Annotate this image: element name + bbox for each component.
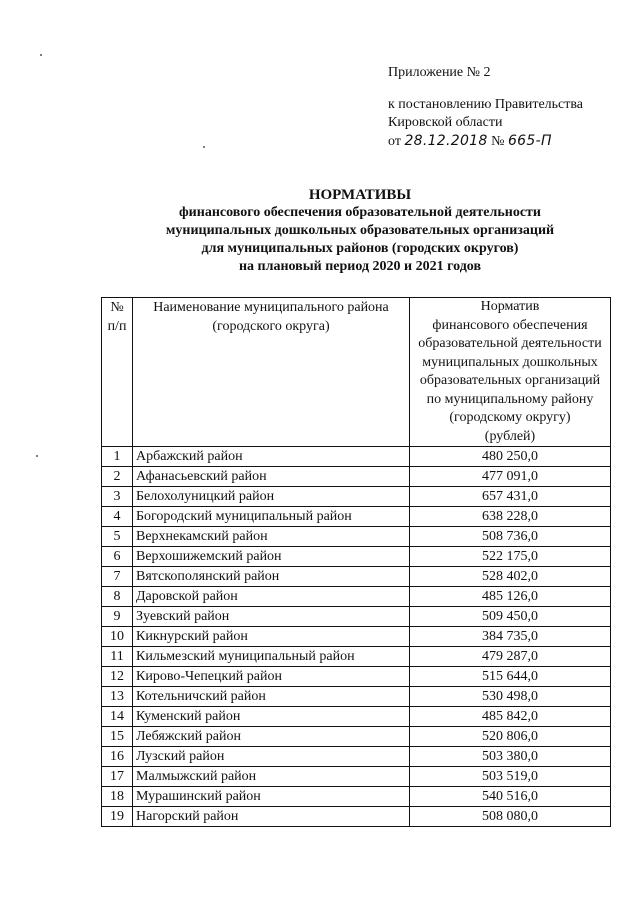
table-row bbox=[102, 767, 611, 787]
row-district-name: Богородский муниципальный район bbox=[133, 507, 410, 527]
header-value-line: финансового обеспечения bbox=[432, 317, 588, 333]
row-number: 13 bbox=[102, 687, 133, 707]
header-value-line: образовательной деятельности bbox=[418, 336, 602, 351]
table-row bbox=[102, 667, 611, 687]
row-district-name: Вятскополянский район bbox=[133, 567, 410, 587]
row-number: 16 bbox=[102, 747, 133, 767]
header-value-line: Норматив bbox=[480, 299, 540, 314]
table-row bbox=[102, 727, 611, 747]
row-district-name: Белохолуницкий район bbox=[133, 487, 410, 507]
appendix-block bbox=[388, 64, 628, 151]
row-number: 7 bbox=[102, 567, 133, 587]
header-value-line: муниципальных дошкольных bbox=[422, 354, 598, 370]
scan-speck bbox=[36, 455, 38, 457]
row-norm-value: 530 498,0 bbox=[410, 687, 611, 707]
title-line: финансового обеспечения образовательной деятельности bbox=[179, 205, 541, 220]
row-norm-value: 503 380,0 bbox=[410, 747, 611, 767]
handwritten-number: 665-П bbox=[507, 133, 552, 149]
header-name-line: (городского округа) bbox=[212, 319, 330, 334]
row-number: 8 bbox=[102, 587, 133, 607]
table-row bbox=[102, 587, 611, 607]
table-row bbox=[102, 707, 611, 727]
row-norm-value: 508 736,0 bbox=[410, 527, 611, 547]
table-row bbox=[102, 447, 611, 467]
table-row bbox=[102, 627, 611, 647]
table-row bbox=[102, 807, 611, 827]
row-district-name: Кирово-Чепецкий район bbox=[133, 667, 410, 687]
table-row bbox=[102, 527, 611, 547]
header-value-line: (городскому округу) bbox=[449, 410, 571, 425]
header-num bbox=[102, 298, 133, 447]
row-norm-value: 479 287,0 bbox=[410, 647, 611, 667]
row-norm-value: 477 091,0 bbox=[410, 467, 611, 487]
table-row bbox=[102, 507, 611, 527]
row-norm-value: 480 250,0 bbox=[410, 447, 611, 467]
table-header-row bbox=[102, 298, 611, 447]
header-num-line: п/п bbox=[107, 319, 127, 334]
row-norm-value: 515 644,0 bbox=[410, 667, 611, 687]
row-district-name: Котельничский район bbox=[133, 687, 410, 707]
header-num-line: № bbox=[110, 300, 124, 315]
row-norm-value: 540 516,0 bbox=[410, 787, 611, 807]
header-value-line: по муниципальному району bbox=[426, 391, 594, 407]
appendix-date-line bbox=[388, 132, 628, 151]
row-norm-value: 485 126,0 bbox=[410, 587, 611, 607]
row-number: 3 bbox=[102, 487, 133, 507]
row-district-name: Куменский район bbox=[133, 707, 410, 727]
title-main: НОРМАТИВЫ bbox=[308, 187, 412, 203]
table-row bbox=[102, 607, 611, 627]
row-number: 11 bbox=[102, 647, 133, 667]
row-district-name: Арбажский район bbox=[133, 447, 410, 467]
number-prefix: № bbox=[487, 134, 508, 149]
row-number: 17 bbox=[102, 767, 133, 787]
appendix-resolution: к постановлению Правительства bbox=[388, 97, 584, 112]
row-norm-value: 485 842,0 bbox=[410, 707, 611, 727]
handwritten-date: 28.12.2018 bbox=[404, 133, 488, 149]
title-line: на плановый период 2020 и 2021 годов bbox=[238, 259, 482, 274]
table-row bbox=[102, 547, 611, 567]
row-number: 6 bbox=[102, 547, 133, 567]
row-district-name: Кильмезский муниципальный район bbox=[133, 647, 410, 667]
row-number: 19 bbox=[102, 807, 133, 827]
date-prefix: от bbox=[388, 134, 405, 149]
table-row bbox=[102, 787, 611, 807]
row-district-name: Нагорский район bbox=[133, 807, 410, 827]
row-number: 12 bbox=[102, 667, 133, 687]
table-row bbox=[102, 487, 611, 507]
row-district-name: Лузский район bbox=[133, 747, 410, 767]
row-district-name: Мурашинский район bbox=[133, 787, 410, 807]
header-value-line: (рублей) bbox=[484, 428, 536, 444]
row-district-name: Даровской район bbox=[133, 587, 410, 607]
norms-table bbox=[101, 297, 611, 827]
row-number: 2 bbox=[102, 467, 133, 487]
table-row bbox=[102, 467, 611, 487]
header-value bbox=[410, 298, 611, 447]
row-norm-value: 528 402,0 bbox=[410, 567, 611, 587]
table-row bbox=[102, 747, 611, 767]
table-body bbox=[102, 447, 611, 827]
row-number: 18 bbox=[102, 787, 133, 807]
row-number: 10 bbox=[102, 627, 133, 647]
row-norm-value: 522 175,0 bbox=[410, 547, 611, 567]
row-number: 14 bbox=[102, 707, 133, 727]
row-district-name: Кикнурский район bbox=[133, 627, 410, 647]
row-norm-value: 509 450,0 bbox=[410, 607, 611, 627]
row-district-name: Малмыжский район bbox=[133, 767, 410, 787]
row-district-name: Зуевский район bbox=[133, 607, 410, 627]
row-number: 15 bbox=[102, 727, 133, 747]
appendix-number: Приложение № 2 bbox=[388, 65, 491, 80]
row-number: 4 bbox=[102, 507, 133, 527]
row-norm-value: 384 735,0 bbox=[410, 627, 611, 647]
row-number: 5 bbox=[102, 527, 133, 547]
document-title bbox=[100, 186, 620, 276]
table-row bbox=[102, 647, 611, 667]
scan-speck bbox=[203, 146, 205, 148]
table-row bbox=[102, 687, 611, 707]
title-line: муниципальных дошкольных образовательных организаций bbox=[165, 223, 555, 238]
row-norm-value: 638 228,0 bbox=[410, 507, 611, 527]
row-norm-value: 520 806,0 bbox=[410, 727, 611, 747]
row-district-name: Верхошижемский район bbox=[133, 547, 410, 567]
row-number: 1 bbox=[102, 447, 133, 467]
row-norm-value: 503 519,0 bbox=[410, 767, 611, 787]
row-norm-value: 657 431,0 bbox=[410, 487, 611, 507]
header-name-line: Наименование муниципального района bbox=[153, 300, 389, 315]
scan-speck bbox=[40, 54, 42, 56]
table-row bbox=[102, 567, 611, 587]
row-district-name: Верхнекамский район bbox=[133, 527, 410, 547]
title-line: для муниципальных районов (городских округов) bbox=[201, 241, 519, 256]
row-district-name: Афанасьевский район bbox=[133, 467, 410, 487]
row-norm-value: 508 080,0 bbox=[410, 807, 611, 827]
header-value-line: образовательных организаций bbox=[419, 373, 601, 388]
row-district-name: Лебяжский район bbox=[133, 727, 410, 747]
row-number: 9 bbox=[102, 607, 133, 627]
header-name bbox=[133, 298, 410, 447]
appendix-region: Кировской области bbox=[388, 115, 503, 130]
